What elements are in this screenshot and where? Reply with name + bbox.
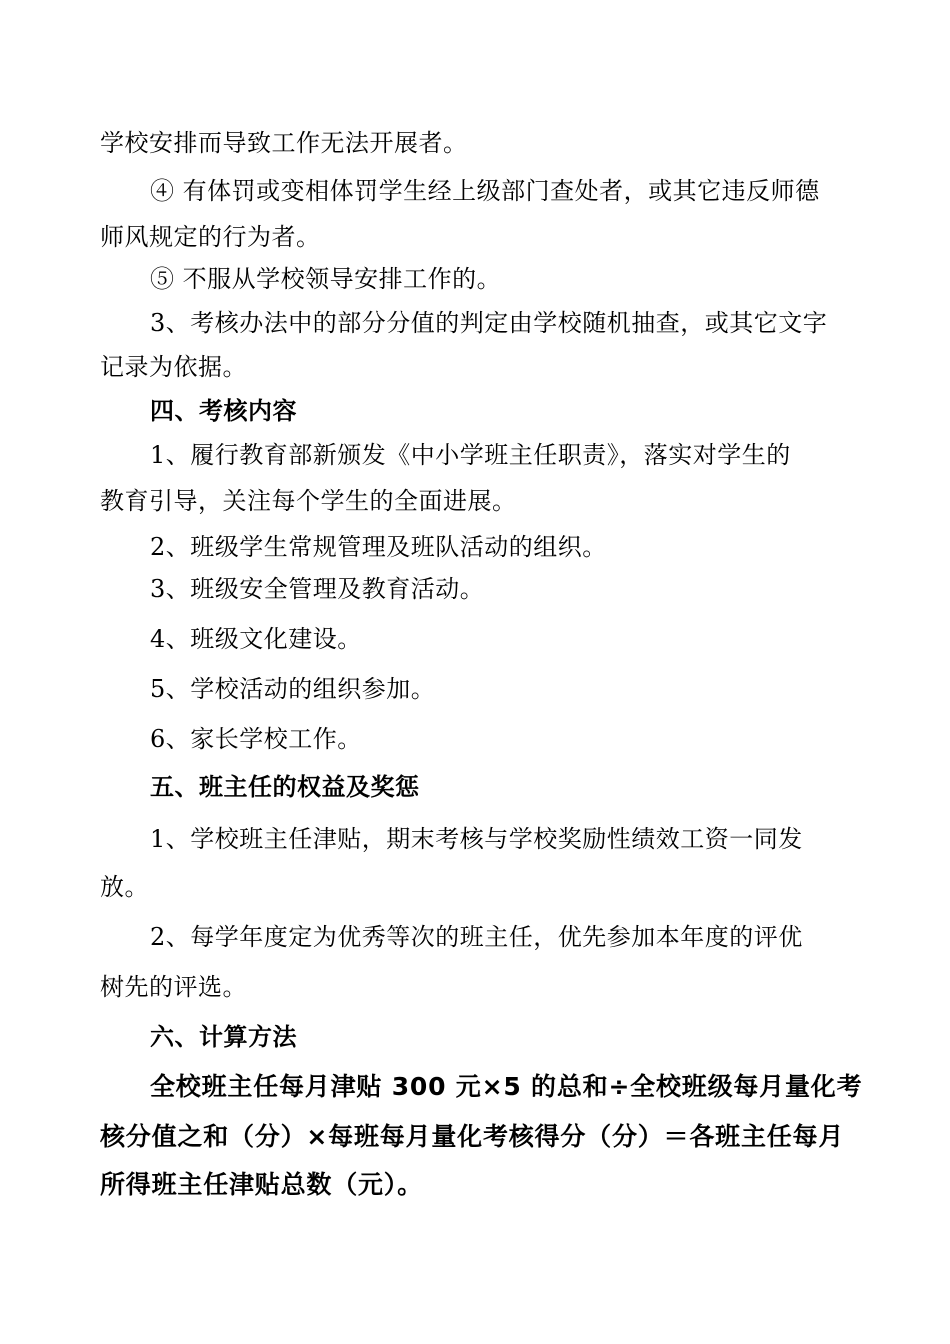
text-line: 树先的评选。 — [100, 973, 247, 1001]
text-line: 1、履行教育部新颁发《中小学班主任职责》，落实对学生的 — [150, 441, 791, 469]
text-line: 1、学校班主任津贴，期末考核与学校奖励性绩效工资一同发 — [150, 825, 803, 853]
formula-line: 核分值之和（分）×每班每月量化考核得分（分）＝各班主任每月 — [100, 1122, 845, 1151]
text-line: 3、班级安全管理及教育活动。 — [150, 575, 485, 603]
formula-line: 所得班主任津贴总数（元）。 — [100, 1170, 423, 1199]
text-line: 3、考核办法中的部分分值的判定由学校随机抽查，或其它文字 — [150, 309, 828, 337]
text-line: 5、学校活动的组织参加。 — [150, 675, 436, 703]
text-line: 放。 — [100, 873, 149, 901]
text-line: 学校安排而导致工作无法开展者。 — [100, 129, 468, 157]
text-line: ④ 有体罚或变相体罚学生经上级部门查处者，或其它违反师德 — [150, 177, 820, 205]
text-line: 2、每学年度定为优秀等次的班主任，优先参加本年度的评优 — [150, 923, 803, 951]
text-line: 师风规定的行为者。 — [100, 223, 321, 251]
text-line: 教育引导，关注每个学生的全面进展。 — [100, 487, 517, 515]
section-heading: 六、计算方法 — [150, 1023, 297, 1051]
text-line: ⑤ 不服从学校领导安排工作的。 — [150, 265, 502, 293]
text-line: 4、班级文化建设。 — [150, 625, 362, 653]
section-heading: 四、考核内容 — [150, 397, 297, 425]
text-line: 2、班级学生常规管理及班队活动的组织。 — [150, 533, 607, 561]
section-heading: 五、班主任的权益及奖惩 — [150, 773, 420, 801]
text-line: 记录为依据。 — [100, 353, 247, 381]
formula-line: 全校班主任每月津贴 300 元×5 的总和÷全校班级每月量化考 — [150, 1072, 863, 1101]
text-line: 6、家长学校工作。 — [150, 725, 362, 753]
